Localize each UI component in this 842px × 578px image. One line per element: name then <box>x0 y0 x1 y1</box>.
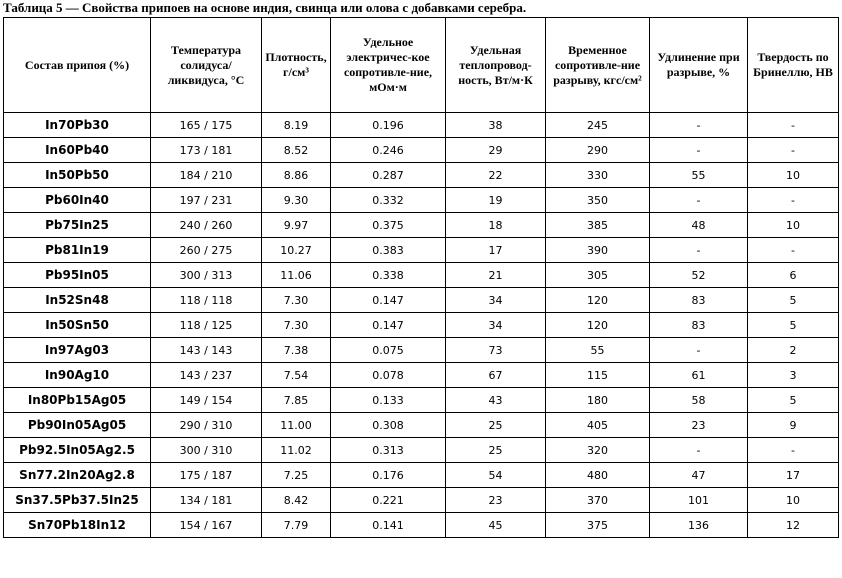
table-row <box>4 513 839 538</box>
cell-conductivity: 73 <box>446 338 546 363</box>
cell-conductivity: 29 <box>446 138 546 163</box>
cell-conductivity: 54 <box>446 463 546 488</box>
cell-composition: In90Ag10 <box>4 363 151 388</box>
table-row <box>4 263 839 288</box>
cell-temperature: 260 / 275 <box>151 238 262 263</box>
cell-hardness: 17 <box>748 463 839 488</box>
header-resistivity: Удельное электричес-кое сопротивле-ние, мОм·м <box>331 18 446 113</box>
cell-temperature: 240 / 260 <box>151 213 262 238</box>
cell-elongation: 47 <box>650 463 748 488</box>
cell-resistivity: 0.383 <box>331 238 446 263</box>
table-row <box>4 113 839 138</box>
cell-composition: Pb75In25 <box>4 213 151 238</box>
cell-hardness: 5 <box>748 388 839 413</box>
cell-elongation: 55 <box>650 163 748 188</box>
table-body <box>4 113 839 538</box>
table-row <box>4 288 839 313</box>
cell-tensile: 290 <box>546 138 650 163</box>
cell-temperature: 134 / 181 <box>151 488 262 513</box>
cell-conductivity: 45 <box>446 513 546 538</box>
cell-temperature: 300 / 310 <box>151 438 262 463</box>
cell-hardness: 10 <box>748 213 839 238</box>
cell-density: 8.42 <box>262 488 331 513</box>
table-caption: Таблица 5 — Свойства припоев на основе индия, свинца или олова с добавками серебра. <box>3 0 527 15</box>
cell-conductivity: 22 <box>446 163 546 188</box>
cell-resistivity: 0.147 <box>331 288 446 313</box>
cell-elongation: 23 <box>650 413 748 438</box>
cell-elongation: - <box>650 238 748 263</box>
cell-hardness: - <box>748 138 839 163</box>
cell-resistivity: 0.338 <box>331 263 446 288</box>
cell-temperature: 154 / 167 <box>151 513 262 538</box>
cell-elongation: - <box>650 338 748 363</box>
cell-conductivity: 43 <box>446 388 546 413</box>
cell-temperature: 300 / 313 <box>151 263 262 288</box>
cell-composition: In97Ag03 <box>4 338 151 363</box>
cell-tensile: 120 <box>546 313 650 338</box>
cell-density: 7.30 <box>262 313 331 338</box>
cell-temperature: 197 / 231 <box>151 188 262 213</box>
cell-temperature: 184 / 210 <box>151 163 262 188</box>
cell-density: 11.02 <box>262 438 331 463</box>
cell-density: 7.79 <box>262 513 331 538</box>
cell-resistivity: 0.075 <box>331 338 446 363</box>
cell-tensile: 385 <box>546 213 650 238</box>
cell-temperature: 173 / 181 <box>151 138 262 163</box>
cell-elongation: 58 <box>650 388 748 413</box>
cell-resistivity: 0.147 <box>331 313 446 338</box>
cell-conductivity: 34 <box>446 313 546 338</box>
table-row <box>4 338 839 363</box>
cell-resistivity: 0.078 <box>331 363 446 388</box>
cell-resistivity: 0.313 <box>331 438 446 463</box>
cell-composition: In52Sn48 <box>4 288 151 313</box>
cell-tensile: 120 <box>546 288 650 313</box>
cell-elongation: 52 <box>650 263 748 288</box>
cell-temperature: 143 / 237 <box>151 363 262 388</box>
cell-composition: Pb95In05 <box>4 263 151 288</box>
cell-resistivity: 0.221 <box>331 488 446 513</box>
cell-composition: Pb92.5In05Ag2.5 <box>4 438 151 463</box>
cell-composition: In80Pb15Ag05 <box>4 388 151 413</box>
cell-temperature: 175 / 187 <box>151 463 262 488</box>
cell-conductivity: 18 <box>446 213 546 238</box>
header-conductivity: Удельная теплопровод-ность, Вт/м·К <box>446 18 546 113</box>
header-row <box>4 18 839 113</box>
cell-hardness: 2 <box>748 338 839 363</box>
cell-composition: In70Pb30 <box>4 113 151 138</box>
cell-elongation: 83 <box>650 288 748 313</box>
cell-tensile: 390 <box>546 238 650 263</box>
cell-density: 8.52 <box>262 138 331 163</box>
cell-tensile: 375 <box>546 513 650 538</box>
cell-tensile: 245 <box>546 113 650 138</box>
table-row <box>4 488 839 513</box>
table-row <box>4 238 839 263</box>
cell-hardness: 6 <box>748 263 839 288</box>
cell-elongation: - <box>650 138 748 163</box>
cell-resistivity: 0.332 <box>331 188 446 213</box>
cell-temperature: 143 / 143 <box>151 338 262 363</box>
cell-conductivity: 25 <box>446 413 546 438</box>
cell-tensile: 405 <box>546 413 650 438</box>
table-row <box>4 188 839 213</box>
cell-density: 9.30 <box>262 188 331 213</box>
cell-tensile: 330 <box>546 163 650 188</box>
cell-elongation: 61 <box>650 363 748 388</box>
cell-elongation: 101 <box>650 488 748 513</box>
table-row <box>4 313 839 338</box>
cell-tensile: 480 <box>546 463 650 488</box>
table-row <box>4 413 839 438</box>
cell-density: 7.25 <box>262 463 331 488</box>
header-temperature: Температура солидуса/ ликвидуса, °C <box>151 18 262 113</box>
cell-tensile: 115 <box>546 363 650 388</box>
cell-hardness: 5 <box>748 313 839 338</box>
cell-conductivity: 38 <box>446 113 546 138</box>
cell-temperature: 149 / 154 <box>151 388 262 413</box>
table-row <box>4 163 839 188</box>
cell-elongation: - <box>650 438 748 463</box>
cell-hardness: - <box>748 188 839 213</box>
cell-composition: Pb60In40 <box>4 188 151 213</box>
cell-tensile: 55 <box>546 338 650 363</box>
cell-composition: Pb81In19 <box>4 238 151 263</box>
cell-elongation: 48 <box>650 213 748 238</box>
cell-hardness: 10 <box>748 488 839 513</box>
cell-composition: In50Sn50 <box>4 313 151 338</box>
cell-hardness: 5 <box>748 288 839 313</box>
cell-density: 7.54 <box>262 363 331 388</box>
cell-hardness: - <box>748 438 839 463</box>
table-row <box>4 463 839 488</box>
cell-elongation: - <box>650 113 748 138</box>
cell-temperature: 290 / 310 <box>151 413 262 438</box>
cell-composition: Pb90In05Ag05 <box>4 413 151 438</box>
cell-resistivity: 0.141 <box>331 513 446 538</box>
cell-resistivity: 0.133 <box>331 388 446 413</box>
solder-properties-table <box>3 17 839 538</box>
header-composition: Состав припоя (%) <box>4 18 151 113</box>
cell-density: 11.00 <box>262 413 331 438</box>
cell-hardness: - <box>748 238 839 263</box>
cell-conductivity: 21 <box>446 263 546 288</box>
header-elongation: Удлинение при разрыве, % <box>650 18 748 113</box>
cell-conductivity: 67 <box>446 363 546 388</box>
cell-elongation: - <box>650 188 748 213</box>
header-density: Плотность, г/см³ <box>262 18 331 113</box>
table-header <box>4 18 839 113</box>
cell-composition: Sn70Pb18In12 <box>4 513 151 538</box>
cell-resistivity: 0.308 <box>331 413 446 438</box>
table-row <box>4 138 839 163</box>
table-row <box>4 363 839 388</box>
cell-density: 7.30 <box>262 288 331 313</box>
cell-conductivity: 19 <box>446 188 546 213</box>
cell-tensile: 320 <box>546 438 650 463</box>
cell-hardness: 9 <box>748 413 839 438</box>
cell-composition: In60Pb40 <box>4 138 151 163</box>
cell-resistivity: 0.196 <box>331 113 446 138</box>
cell-resistivity: 0.375 <box>331 213 446 238</box>
cell-hardness: 10 <box>748 163 839 188</box>
cell-density: 9.97 <box>262 213 331 238</box>
cell-density: 7.38 <box>262 338 331 363</box>
cell-conductivity: 17 <box>446 238 546 263</box>
cell-temperature: 165 / 175 <box>151 113 262 138</box>
cell-resistivity: 0.246 <box>331 138 446 163</box>
table-row <box>4 213 839 238</box>
cell-tensile: 370 <box>546 488 650 513</box>
cell-density: 10.27 <box>262 238 331 263</box>
cell-resistivity: 0.176 <box>331 463 446 488</box>
cell-tensile: 350 <box>546 188 650 213</box>
cell-conductivity: 34 <box>446 288 546 313</box>
header-tensile: Временное сопротивле-ние разрыву, кгс/см² <box>546 18 650 113</box>
cell-composition: In50Pb50 <box>4 163 151 188</box>
cell-density: 7.85 <box>262 388 331 413</box>
cell-temperature: 118 / 125 <box>151 313 262 338</box>
cell-hardness: 12 <box>748 513 839 538</box>
cell-density: 11.06 <box>262 263 331 288</box>
cell-hardness: - <box>748 113 839 138</box>
cell-elongation: 136 <box>650 513 748 538</box>
cell-tensile: 305 <box>546 263 650 288</box>
cell-conductivity: 23 <box>446 488 546 513</box>
cell-resistivity: 0.287 <box>331 163 446 188</box>
cell-density: 8.19 <box>262 113 331 138</box>
header-hardness: Твердость по Бринеллю, HB <box>748 18 839 113</box>
cell-hardness: 3 <box>748 363 839 388</box>
cell-temperature: 118 / 118 <box>151 288 262 313</box>
cell-composition: Sn77.2In20Ag2.8 <box>4 463 151 488</box>
cell-tensile: 180 <box>546 388 650 413</box>
table-row <box>4 388 839 413</box>
cell-density: 8.86 <box>262 163 331 188</box>
cell-composition: Sn37.5Pb37.5In25 <box>4 488 151 513</box>
cell-elongation: 83 <box>650 313 748 338</box>
cell-conductivity: 25 <box>446 438 546 463</box>
table-row <box>4 438 839 463</box>
